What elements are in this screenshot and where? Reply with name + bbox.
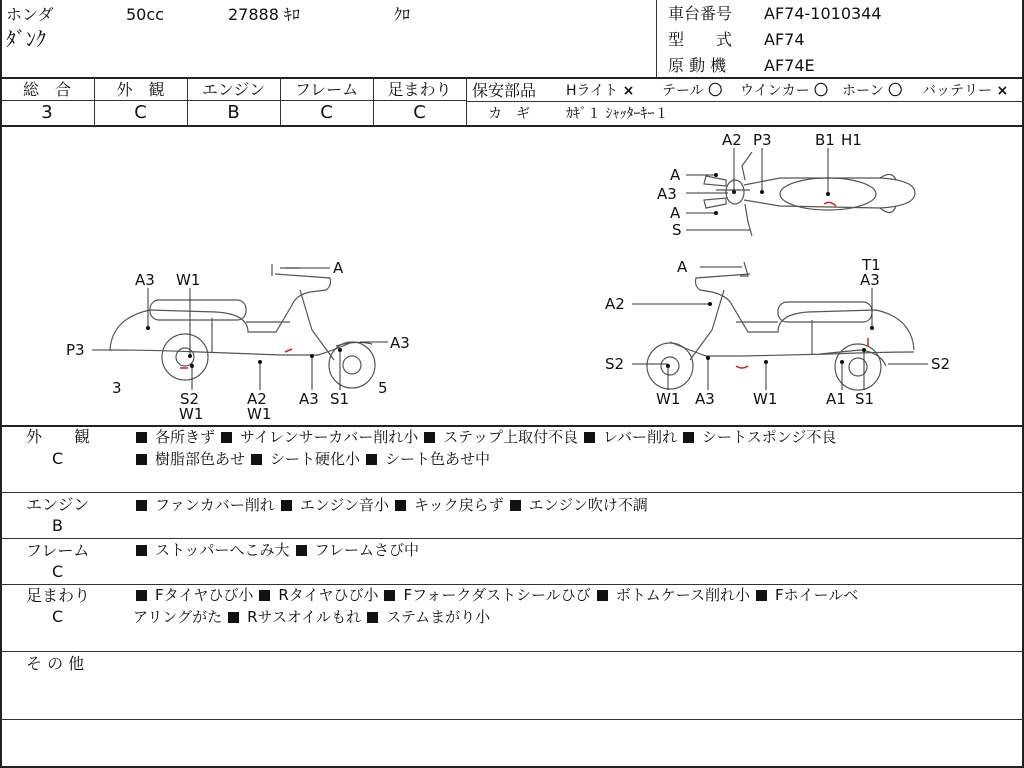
maker: ホンダ xyxy=(6,5,54,24)
color: ｸﾛ xyxy=(394,5,411,24)
diagram-label: W1 xyxy=(753,390,778,408)
remark-suspension-grade: C xyxy=(52,607,64,626)
remark-frame-label: フレーム xyxy=(26,541,90,560)
type-label: 型 式 xyxy=(668,30,733,49)
grade-suspension: C xyxy=(413,102,426,123)
grade-header-exterior: 外 観 xyxy=(116,80,165,99)
frame-no-label: 車台番号 xyxy=(668,4,733,23)
grade-overall: 3 xyxy=(41,102,53,123)
diagram-label: A2 xyxy=(247,390,267,408)
diagram-label: A1 xyxy=(826,390,846,408)
safety-headlight: Hライト × xyxy=(566,83,635,99)
displacement: 50cc xyxy=(126,5,164,24)
remark-suspension-label: 足まわり xyxy=(26,586,91,605)
remark-frame-line1: ストッパーへこみ大 フレームさび中 xyxy=(130,539,419,561)
damage-marks xyxy=(180,202,868,368)
diagram-label: P3 xyxy=(66,341,85,359)
remark-engine-label: エンジン xyxy=(26,495,90,514)
remark-exterior-grade: C xyxy=(52,449,64,468)
mileage: 27888 ｷﾛ xyxy=(228,5,300,24)
remark-divider xyxy=(0,719,1024,720)
remark-exterior-line2: 樹脂部色あせ シート硬化小 シート色あせ中 xyxy=(130,448,490,470)
safety-label: 保安部品 xyxy=(472,81,537,100)
grade-header-engine: エンジン xyxy=(201,80,266,99)
remark-engine-grade: B xyxy=(52,516,63,535)
diagram-label: S1 xyxy=(330,390,350,408)
type-value: AF74 xyxy=(764,30,805,49)
safety-battery: バッテリー × xyxy=(922,83,1009,99)
diagram-label: P3 xyxy=(753,131,772,149)
diagram-label: W1 xyxy=(176,271,201,289)
remark-engine-line1: ファンカバー削れ エンジン音小 キック戻らず エンジン吹け不調 xyxy=(130,494,648,516)
diagram-label: 5 xyxy=(378,379,388,397)
diagram-label: W1 xyxy=(656,390,681,408)
diagram-label: A xyxy=(333,259,344,277)
diagram-label: S2 xyxy=(931,355,951,373)
remark-other-label: そ の 他 xyxy=(26,654,85,673)
key-label: カ ギ xyxy=(488,106,530,122)
grade-exterior: C xyxy=(134,102,147,123)
safety-horn: ホーン 〇 xyxy=(842,83,903,99)
diagram-label: S2 xyxy=(180,390,200,408)
diagram-label: A xyxy=(677,258,688,276)
grade-header-suspension: 足まわり xyxy=(387,80,452,99)
safety-winker: ウインカー 〇 xyxy=(740,83,829,99)
frame-no: AF74-1010344 xyxy=(764,4,882,23)
diagram-label: A3 xyxy=(695,390,715,408)
key-value: ｶｷﾞ１ ｼｬｯﾀｰｷｰ１ xyxy=(566,106,669,122)
grade-frame: C xyxy=(320,102,333,123)
diagram-label: A2 xyxy=(605,295,625,313)
safety-tail: テール 〇 xyxy=(662,83,723,99)
remark-suspension-line1: Fタイヤひび小 Rタイヤひび小 Fフォークダストシールひび ボトムケース削れ小 Fホイールベ xyxy=(130,584,858,606)
remark-exterior-label: 外 観 xyxy=(26,427,91,446)
diagram-label: A3 xyxy=(135,271,155,289)
diagram-label: A3 xyxy=(657,185,677,203)
diagram-label: B1 xyxy=(815,131,835,149)
diagram-label: W1 xyxy=(247,405,272,423)
top-view-scooter xyxy=(704,152,915,236)
diagram-label: S1 xyxy=(855,390,875,408)
diagram-label: A3 xyxy=(299,390,319,408)
remark-divider xyxy=(0,651,1024,652)
diagram-label: A3 xyxy=(390,334,410,352)
leader-lines xyxy=(92,148,928,390)
engine-label: 原 動 機 xyxy=(668,56,727,75)
grade-engine: B xyxy=(227,102,240,123)
remark-frame-grade: C xyxy=(52,562,64,581)
grade-header-frame: フレーム xyxy=(294,80,359,99)
diagram-label: T1 xyxy=(862,256,881,274)
diagram-label: S xyxy=(672,221,682,239)
grade-header-overall: 総 合 xyxy=(22,80,71,99)
remark-divider xyxy=(0,492,1024,493)
remark-suspension-line2: アリングがた Rサスオイルもれ ステムまがり小 xyxy=(133,608,491,626)
diagram-label: A xyxy=(670,204,681,222)
marker-dots xyxy=(146,173,874,368)
diagram-label: S2 xyxy=(605,355,625,373)
remark-exterior-line1: 各所きず サイレンサーカバー削れ小 ステップ上取付不良 レバー削れ シートスポンジ不良 xyxy=(130,426,836,448)
model-name: ﾀﾞﾝｸ xyxy=(6,27,46,51)
engine-value: AF74E xyxy=(764,56,815,75)
diagram-label: W1 xyxy=(179,405,204,423)
diagram-label: H1 xyxy=(841,131,862,149)
diagram-label: A2 xyxy=(722,131,742,149)
diagram-label: 3 xyxy=(112,379,122,397)
diagram-label: A3 xyxy=(860,271,880,289)
diagram-label: A xyxy=(670,166,681,184)
